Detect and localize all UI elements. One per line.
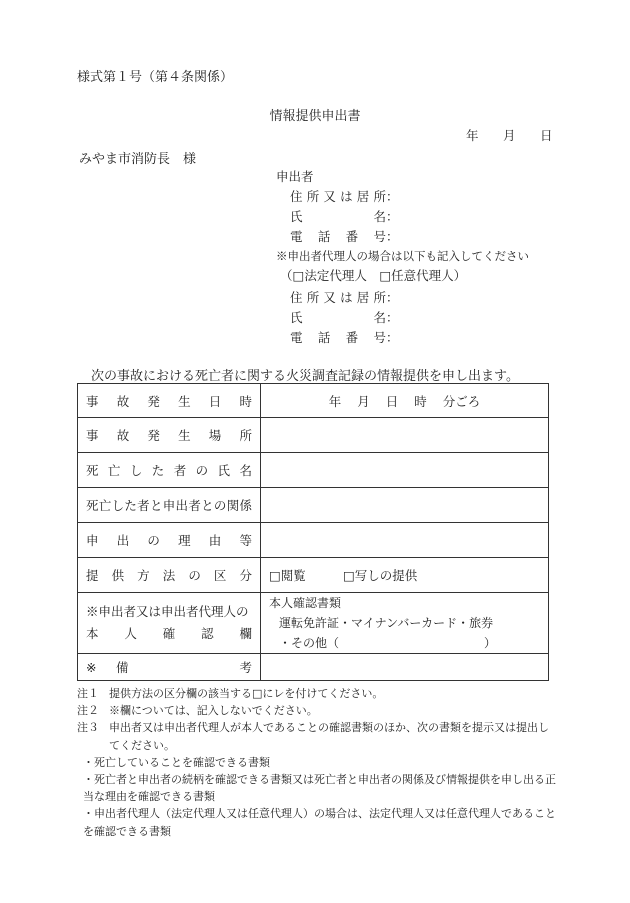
dt-year: 年: [328, 393, 342, 409]
form-number: 様式第１号（第４条関係）: [77, 70, 234, 85]
addressee: みやま市消防長 様: [79, 152, 197, 167]
note-2-number: 注２: [77, 704, 99, 718]
identity-check-label: [78, 593, 261, 654]
relationship-field[interactable]: [261, 488, 549, 523]
applicant-heading: 申出者: [276, 169, 314, 184]
applicant-name-label: 氏名: [290, 209, 386, 224]
reason-label: 申出の理由等: [78, 523, 261, 558]
incident-location-field[interactable]: [261, 418, 549, 453]
note-3: [77, 719, 557, 753]
table-row: [78, 453, 549, 488]
note-3-text: 申出者又は申出者代理人が本人であることの確認書類のほか、次の書類を提示又は提出してください。: [109, 721, 549, 752]
colon: ：: [386, 229, 399, 244]
remarks-text: 備考: [116, 660, 252, 675]
document-title: 情報提供申出書: [269, 109, 361, 124]
agent-type-open-paren: （: [280, 268, 293, 283]
dt-hour: 時: [414, 393, 427, 409]
identity-check-label-line1: ※申出者又は申出者代理人の: [86, 604, 249, 619]
note-1: [77, 685, 557, 702]
agent-type-close-paren: ）: [453, 268, 467, 283]
list-item: ・死亡者と申出者の続柄を確認できる書類又は死亡者と申出者の関係及び情報提供を申し出る正当な理由を確認できる書類: [83, 773, 556, 804]
reason-field[interactable]: [261, 523, 549, 558]
incident-datetime-label: 事故発生日時: [78, 384, 261, 418]
agent-address-row: [290, 288, 398, 306]
agent-address-label: 住所又は居所: [290, 290, 386, 305]
intro-statement: 次の事故における死亡者に関する火災調査記録の情報提供を申し出ます。: [91, 369, 519, 384]
inspection-checkbox[interactable]: □閲覧: [269, 568, 306, 583]
list-item: ・申出者代理人（法定代理人又は任意代理人）の場合は、法定代理人又は任意代理人であることを確認できる書類: [83, 807, 556, 838]
dt-month: 月: [357, 393, 370, 409]
incident-datetime-field[interactable]: [261, 384, 549, 418]
legal-agent-checkbox[interactable]: □法定代理人: [292, 268, 367, 283]
dt-day: 日: [385, 393, 399, 409]
note-1-number: 注１: [77, 687, 99, 700]
date-year-label: 年: [466, 128, 479, 143]
colon: ：: [386, 209, 399, 224]
incident-info-table: [77, 383, 549, 681]
colon: ：: [386, 310, 399, 325]
remarks-mark: ※: [86, 659, 97, 675]
deceased-name-label: 死亡した者の氏名: [78, 453, 261, 488]
table-row: [78, 593, 549, 654]
date-day-label: 日: [540, 128, 553, 143]
incident-location-label: 事故発生場所: [78, 418, 261, 453]
note-2: [77, 702, 557, 719]
table-row: [78, 488, 549, 523]
remarks-field: [261, 654, 549, 681]
date-month-label: 月: [503, 128, 516, 143]
remarks-label: [78, 654, 261, 681]
note-3-number: 注３: [77, 721, 99, 735]
note-2-text: ※欄については、記入しないでください。: [109, 704, 318, 718]
relationship-label: 死亡した者と申出者との関係: [78, 488, 261, 523]
table-row: [78, 384, 549, 418]
agent-name-row: [290, 308, 398, 326]
copy-provision-checkbox[interactable]: □写しの提供: [343, 568, 418, 583]
agent-note: ※申出者代理人の場合は以下も記入してください: [276, 249, 529, 263]
table-row: [78, 558, 549, 593]
applicant-phone-label: 電話番号: [290, 229, 386, 244]
voluntary-agent-checkbox[interactable]: □任意代理人: [379, 268, 454, 283]
agent-name-label: 氏名: [290, 310, 386, 325]
id-docs-heading: 本人確認書類: [269, 596, 342, 610]
provision-method-label: 提供方法の区分: [78, 558, 261, 593]
colon: ：: [386, 189, 399, 204]
deceased-name-field[interactable]: [261, 453, 549, 488]
applicant-address-label: 住所又は居所: [290, 189, 386, 204]
notes-section: [77, 685, 557, 840]
table-row: [78, 654, 549, 681]
agent-phone-row: [290, 328, 398, 346]
table-row: [78, 418, 549, 453]
identity-check-label-line2: 本人確認欄: [86, 626, 252, 641]
applicant-name-row: [290, 207, 398, 225]
list-item: ・死亡していることを確認できる書類: [83, 755, 270, 769]
colon: ：: [386, 330, 399, 345]
id-docs-list: 運転免許証・マイナンバーカード・旅券: [279, 616, 494, 630]
agent-type-options: [280, 266, 466, 284]
provision-method-field: [261, 558, 549, 593]
identity-check-field: [261, 593, 549, 654]
colon: ：: [386, 290, 399, 305]
id-docs-other: ・その他（ ）: [279, 636, 497, 650]
applicant-address-row: [290, 187, 398, 205]
note-1-text: 提供方法の区分欄の該当する□にレを付けてください。: [109, 687, 384, 700]
agent-phone-label: 電話番号: [290, 330, 386, 345]
table-row: [78, 523, 549, 558]
applicant-phone-row: [290, 227, 398, 245]
dt-minute: 分ごろ: [442, 393, 481, 409]
